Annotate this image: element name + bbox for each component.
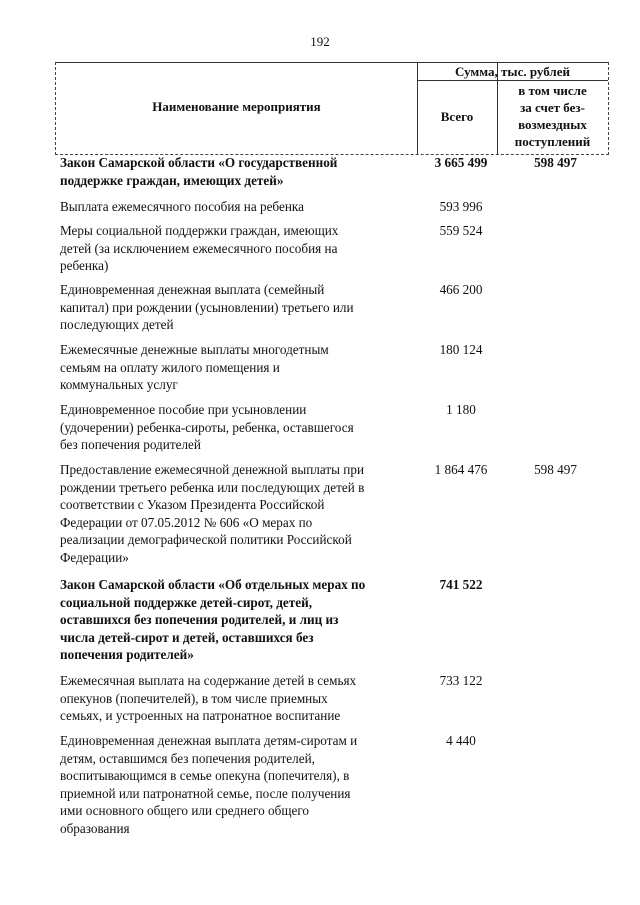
measure-name-line: Ежемесячные денежные выплаты многодетным: [60, 342, 329, 357]
total-value: 593 996: [439, 199, 483, 214]
total-value: 733 122: [439, 673, 483, 688]
measure-name-line: детей (за исключением ежемесячного пособия на: [60, 240, 338, 256]
measure-name: [60, 732, 405, 837]
header-incl-line: за счет без-: [520, 100, 585, 115]
measure-name: [60, 198, 405, 216]
header-incl-line: возмездных: [518, 117, 587, 132]
total-value: 1 864 476: [434, 462, 488, 477]
measure-name-line: образования: [60, 820, 130, 836]
measure-name-line: ребенка): [60, 258, 109, 273]
total-value: 180 124: [439, 342, 483, 357]
total-value: 559 524: [439, 223, 483, 238]
measure-name-line: ими основного общего или среднего общего: [60, 803, 310, 818]
measure-name-line: (удочерении) ребенка-сироты, ребенка, оставшегося: [60, 419, 354, 435]
header-total: Всего: [440, 109, 474, 124]
measure-name: [60, 401, 405, 454]
measure-name: [60, 341, 405, 394]
measure-name-line: числа детей-сирот и детей, оставшихся без: [60, 629, 314, 645]
measure-name-line: Единовременная денежная выплата (семейный: [60, 282, 325, 297]
header-incl: [497, 82, 608, 150]
measure-name-line: детям, оставшимся без попечения родителей,: [60, 750, 315, 766]
total-value: 466 200: [439, 282, 483, 297]
measure-name: [60, 672, 405, 725]
header-incl-line: поступлений: [514, 134, 591, 149]
header-incl-line: в том числе: [518, 83, 587, 98]
measure-name-line: Федерации»: [60, 549, 129, 565]
measure-name-line: оставшихся без попечения родителей, и лиц из: [60, 612, 339, 627]
measure-name-line: Закон Самарской области «Об отдельных мерах по: [60, 577, 366, 592]
table-header: [55, 62, 609, 155]
incl-value: 598 497: [534, 462, 577, 477]
measure-name-line: воспитывающимся в семье опекуна (попечителя), в: [60, 768, 350, 783]
total-value: 4 440: [446, 733, 476, 748]
header-name: Наименование мероприятия: [152, 99, 321, 114]
page-number: 192: [310, 34, 330, 49]
measure-name-line: Выплата ежемесячного пособия на ребенка: [60, 199, 304, 214]
total-value: 3 665 499: [434, 155, 488, 170]
measure-name: [60, 154, 405, 189]
measure-name-line: социальной поддержке детей-сирот, детей,: [60, 594, 313, 610]
measure-name-line: капитал) при рождении (усыновлении) третьего или: [60, 299, 354, 315]
total-value: 741 522: [439, 577, 483, 592]
measure-name: [60, 222, 405, 275]
measure-name: [60, 281, 405, 334]
measure-name-line: семьям на оплату жилого помещения и: [60, 359, 280, 375]
measure-name-line: Ежемесячная выплата на содержание детей в семьях: [60, 673, 357, 688]
measure-name-line: без попечения родителей: [60, 437, 201, 452]
measure-name-line: Федерации от 07.05.2012 № 606 «О мерах по: [60, 514, 313, 530]
header-divider: [417, 80, 608, 81]
measure-name-line: Предоставление ежемесячной денежной выплаты при: [60, 462, 364, 477]
measure-name-line: приемной или патронатной семье, после получения: [60, 785, 351, 801]
measure-name-line: семьях, и устроенных на патронатное воспитание: [60, 708, 341, 723]
measure-name-line: коммунальных услуг: [60, 377, 178, 392]
measure-name-line: попечения родителей»: [60, 647, 194, 662]
measure-name-line: Меры социальной поддержки граждан, имеющих: [60, 223, 339, 238]
header-sum: Сумма, тыс. рублей: [455, 64, 570, 79]
incl-value: 598 497: [534, 155, 577, 170]
measure-name-line: последующих детей: [60, 317, 174, 332]
measure-name-line: опекунов (попечителей), в том числе приемных: [60, 690, 328, 706]
measure-name-line: рождении третьего ребенка или последующих детей в: [60, 479, 365, 495]
measure-name-line: соответствии с Указом Президента Российской: [60, 497, 325, 512]
measure-name: [60, 461, 405, 566]
measure-name-line: поддержке граждан, имеющих детей»: [60, 172, 284, 188]
measure-name-line: Единовременная денежная выплата детям-сиротам и: [60, 733, 358, 748]
measure-name-line: реализации демографической политики Российской: [60, 532, 352, 547]
measure-name-line: Единовременное пособие при усыновлении: [60, 402, 307, 417]
total-value: 1 180: [446, 402, 476, 417]
measure-name: [60, 576, 405, 664]
measure-name-line: Закон Самарской области «О государственной: [60, 155, 338, 170]
